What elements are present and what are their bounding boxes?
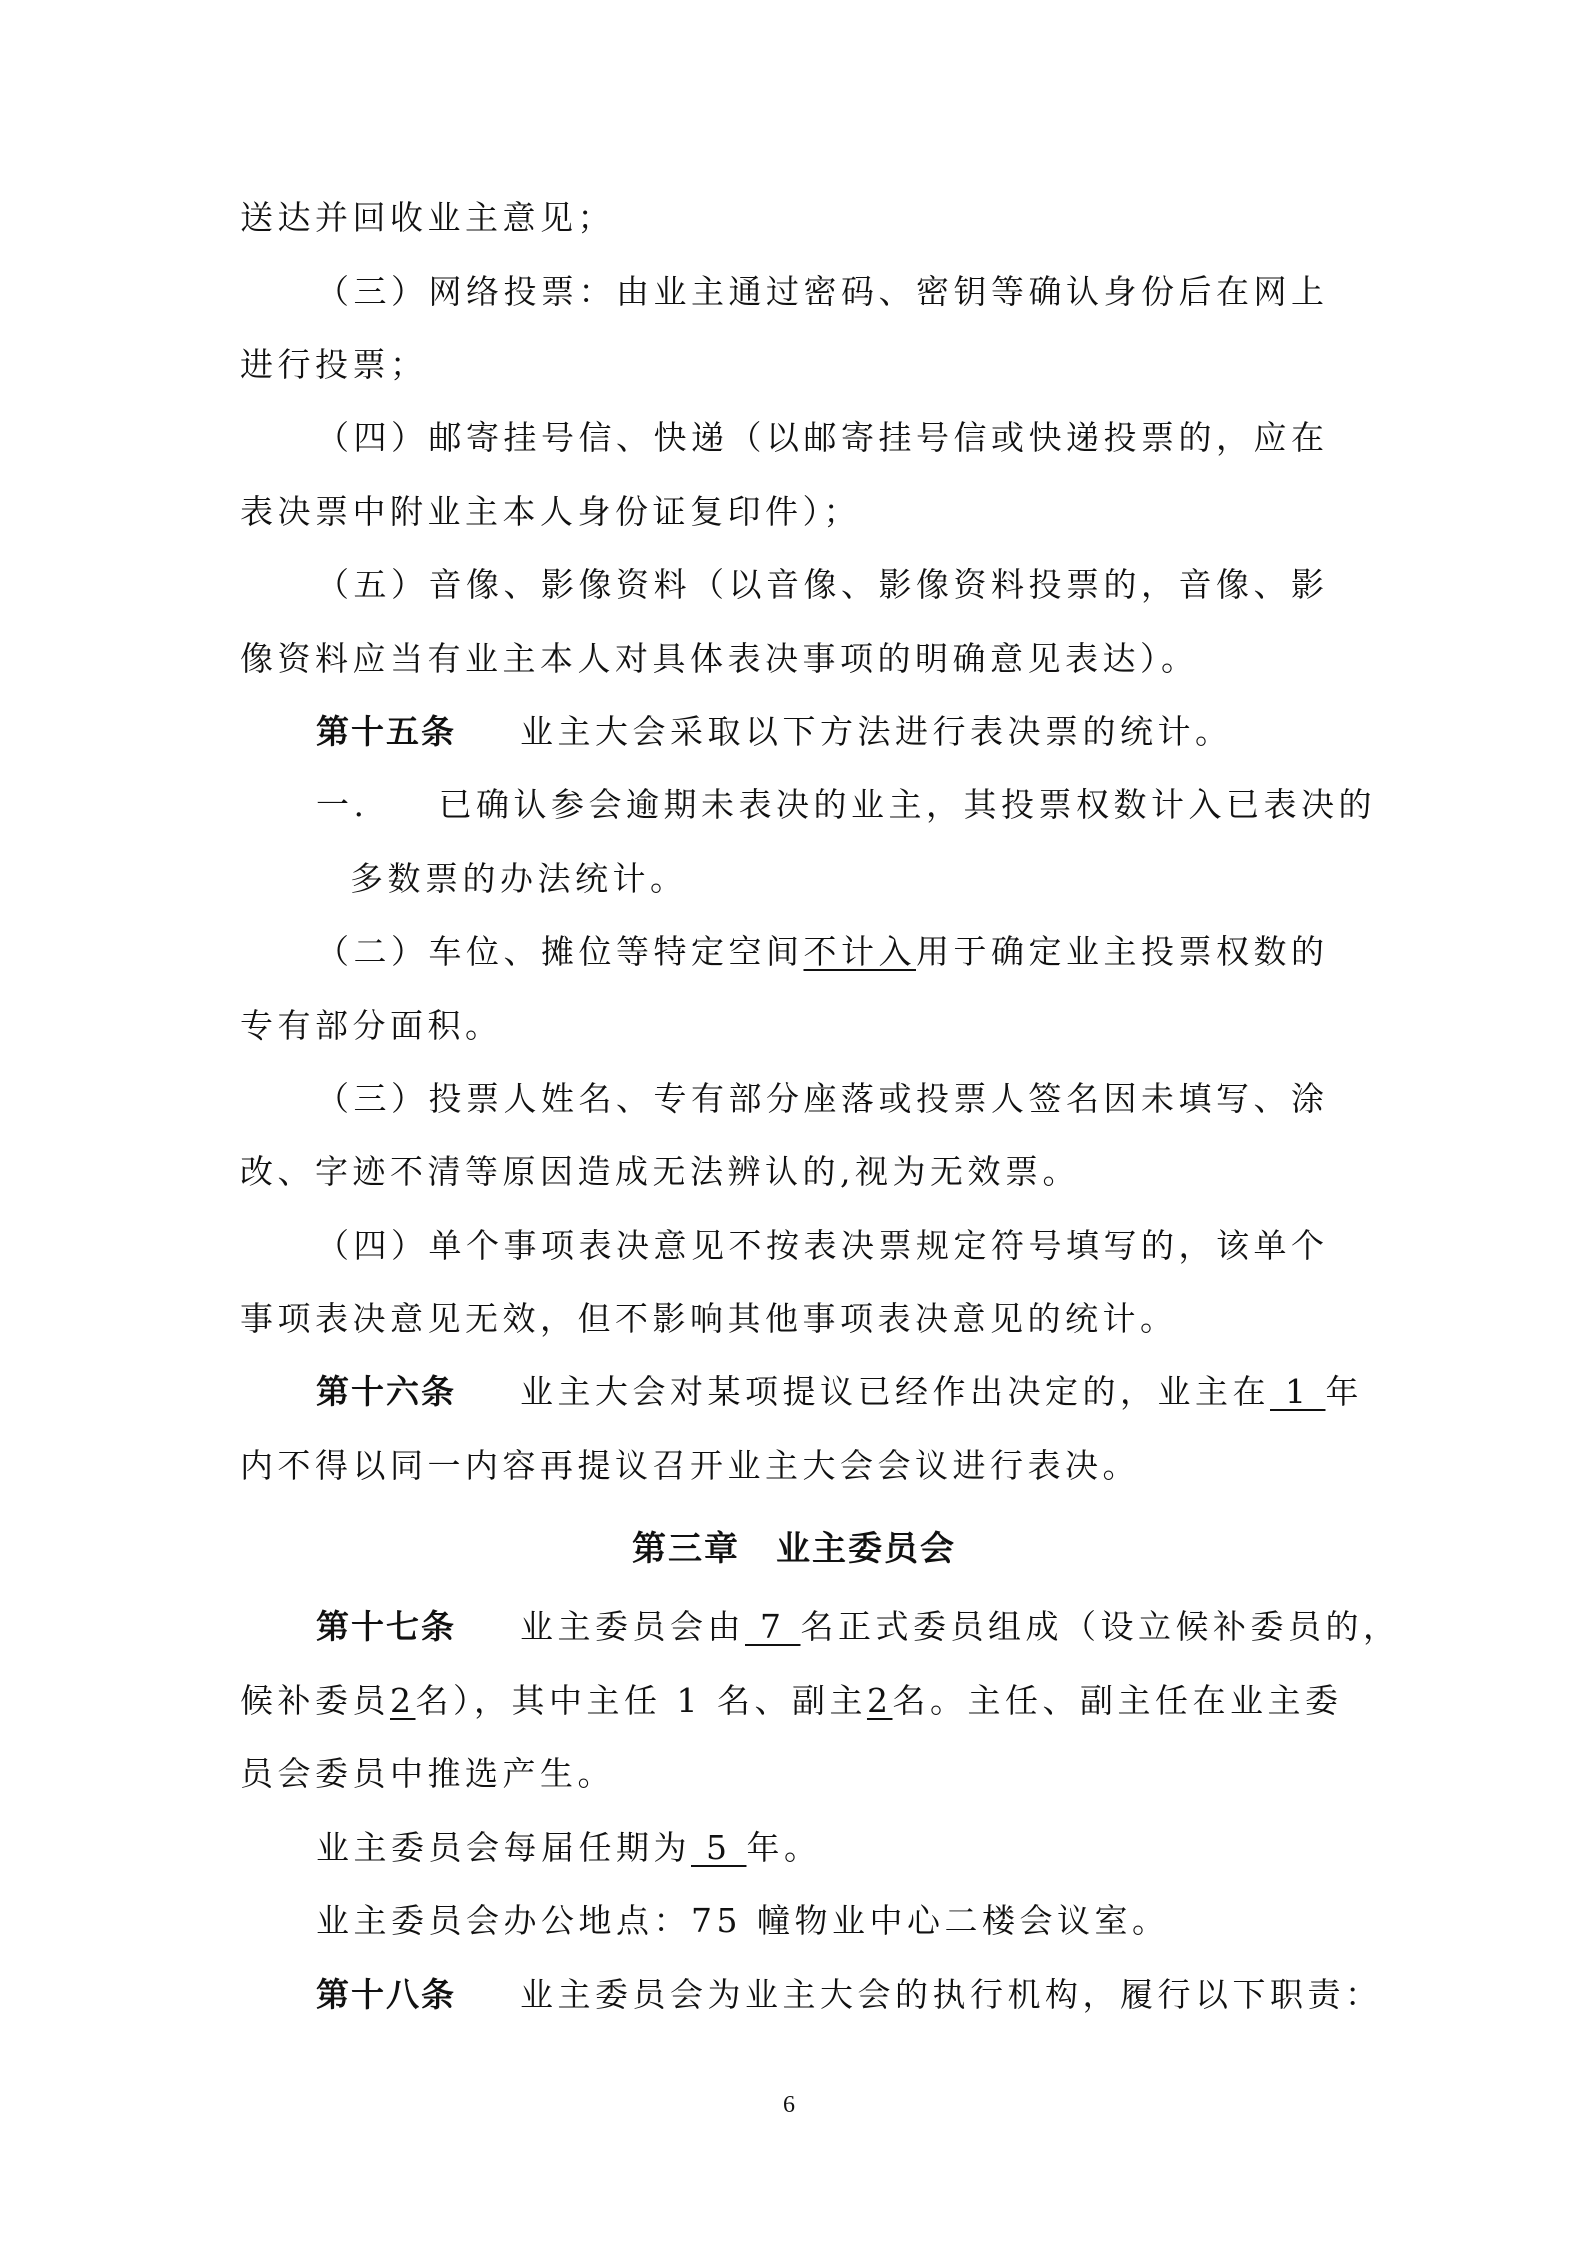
list-number: 一. [316,785,369,824]
article-text: 业主委员会为业主大会的执行机构，履行以下职责： [520,1975,1383,2014]
underlined-number: 1 [1270,1372,1326,1411]
article-16 [316,1370,1363,1414]
line-text: 业主委员会每届任期为 [316,1828,691,1867]
text-line [350,857,688,901]
article-text: 名正式委员组成（设立候补委员的， [800,1607,1401,1646]
text-line [240,1004,503,1048]
article-18 [316,1973,1383,2017]
article-text: 业主委员会由 [520,1607,745,1646]
article-text: 年 [1325,1372,1363,1411]
line-text: （四）邮寄挂号信、快递（以邮寄挂号信或快递投票的，应在 [316,418,1329,457]
line-text: 改、字迹不清等原因造成无法辨认的,视为无效票。 [240,1152,1080,1191]
text-line [316,563,1329,607]
article-title: 第十七条 [316,1607,456,1646]
line-text: 业主委员会办公地点：75 幢物业中心二楼会议室。 [316,1901,1170,1940]
line-text: 多数票的办法统计。 [350,859,688,898]
line-text: （二）车位、摊位等特定空间 [316,932,804,971]
line-text: 用于确定业主投票权数的 [916,932,1329,971]
text-line [240,490,861,534]
text-line [316,1077,1329,1121]
underlined-number: 2 [866,1681,893,1720]
line-text: （四）单个事项表决意见不按表决票规定符号填写的，该单个 [316,1226,1329,1265]
line-text: 送达并回收业主意见； [240,198,615,237]
list-item [316,783,1376,827]
page-number: 6 [783,2092,795,2118]
line-text: （三）投票人姓名、专有部分座落或投票人签名因未填写、涂 [316,1079,1329,1118]
line-text: （三）网络投票：由业主通过密码、密钥等确认身份后在网上 [316,272,1329,311]
line-text: 内不得以同一内容再提议召开业主大会会议进行表决。 [240,1446,1140,1485]
line-text: 年。 [746,1828,822,1867]
article-text: 业主大会采取以下方法进行表决票的统计。 [520,712,1233,751]
text-line [316,1899,1169,1943]
line-text: 事项表决意见无效，但不影响其他事项表决意见的统计。 [240,1299,1178,1338]
article-title: 第十六条 [316,1372,456,1411]
line-text: 进行投票； [240,345,428,384]
text-line [240,1444,1140,1488]
line-text: 表决票中附业主本人身份证复印件）； [240,492,861,531]
line-text: 专有部分面积。 [240,1006,503,1045]
article-title: 第十五条 [316,712,456,751]
text-line [240,1752,615,1796]
line-text: （五）音像、影像资料（以音像、影像资料投票的，音像、影 [316,565,1329,604]
article-text: 业主大会对某项提议已经作出决定的，业主在 [520,1372,1270,1411]
text-line [316,416,1329,460]
line-text: 像资料应当有业主本人对具体表决事项的明确意见表达）。 [240,639,1199,678]
article-title: 第十八条 [316,1975,456,2014]
text-line [240,1150,1080,1194]
line-text: 已确认参会逾期未表决的业主，其投票权数计入已表决的 [438,785,1376,824]
line-text: 名。主任、副主任在业主委 [892,1681,1343,1720]
text-line [240,637,1199,681]
article-17 [316,1605,1400,1649]
text-line [240,1297,1178,1341]
article-15 [316,710,1233,754]
text-line [240,1679,1342,1723]
line-text: 候补委员 [240,1681,390,1720]
text-line [316,930,1329,974]
text-line [316,270,1329,314]
line-text: 员会委员中推选产生。 [240,1754,615,1793]
text-line [240,196,615,240]
line-text: 名），其中主任 1 名、副主 [415,1681,867,1720]
underlined-number: 5 [691,1828,747,1867]
underlined-text: 不计入 [803,932,916,971]
underlined-number: 7 [745,1607,801,1646]
chapter-title: 第三章 业主委员会 [632,1529,956,1569]
text-line [316,1826,821,1870]
text-line [240,343,428,387]
text-line [316,1224,1329,1268]
underlined-number: 2 [390,1681,416,1720]
chapter-heading [632,1527,956,1571]
